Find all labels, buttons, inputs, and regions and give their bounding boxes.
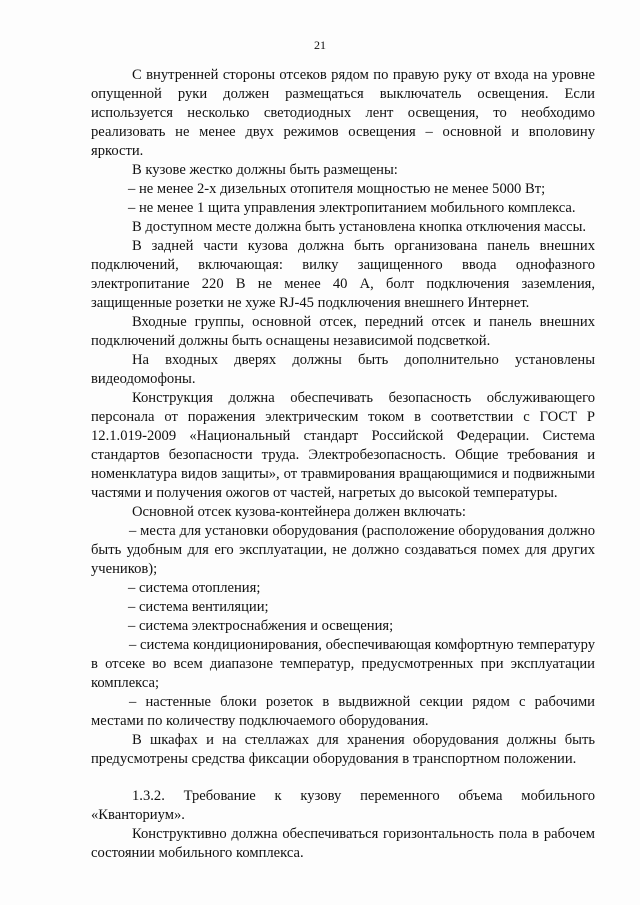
list-item-heating: – система отопления; [128,580,261,596]
list-item-equipment-places: – места для установки оборудования (расположение оборудования должно быть удобным для его эксплуатации, не должно создаваться помех для других учеников); [91,523,595,577]
list-item-ventilation: – система вентиляции; [128,599,269,615]
list-item-air-conditioning: – система кондиционирования, обеспечивающая комфортную температуру в отсеке во всем диапазоне температур, предусмотренных при эксплуатации комплекса; [91,637,595,691]
paragraph-lighting-switch: С внутренней стороны отсеков рядом по правую руку от входа на уровне опущенной руки должен размещаться выключатель освещения. Если используется несколько светодиодных лент освещения, то необходимо реализовать не менее двух режимов освещения – основной и вполовину яркости. [91,67,595,159]
paragraph-main-compartment: Основной отсек кузова-контейнера должен включать: [132,504,466,520]
page-number: 21 [314,38,326,52]
list-item-power-panel: – не менее 1 щита управления электропитанием мобильного комплекса. [128,200,576,216]
paragraph-intercom: На входных дверях должны быть дополнительно установлены видеодомофоны. [91,352,595,387]
paragraph-floor-level: Конструктивно должна обеспечиваться горизонтальность пола в рабочем состоянии мобильного комплекса. [91,826,595,861]
document-body [91,66,595,863]
list-item-socket-blocks: – настенные блоки розеток в выдвижной секции рядом с рабочими местами по количеству подключаемого оборудования. [91,694,595,729]
paragraph-electrical-safety: Конструкция должна обеспечивать безопасность обслуживающего персонала от поражения электрическим током в соответствии с ГОСТ Р 12.1.019-2009 «Национальный стандарт Российской Федерации. Система стандартов безопасности труда. Электробезопасность. Общие требования и номенклатура видов защиты», от травмирования вращающимися и подвижными частями и получения ожогов от частей, нагретых до высокой температуры. [91,390,595,501]
paragraph-backlight: Входные группы, основной отсек, передний отсек и панель внешних подключений должны быть оснащены независимой подсветкой. [91,314,595,349]
paragraph-external-panel: В задней части кузова должна быть организована панель внешних подключений, включающая: вилку защищенного ввода однофазного электропитание 220 В не менее 40 А, болт подключения заземления, защищенные розетки не хуже RJ-45 подключения внешнего Интернет. [91,238,595,311]
list-item-power-lighting: – система электроснабжения и освещения; [128,618,394,634]
section-heading-1-3-2: 1.3.2. Требование к кузову переменного объема мобильного «Кванториум». [91,788,595,823]
section-gap [91,769,595,787]
paragraph-storage-fixation: В шкафах и на стеллажах для хранения оборудования должны быть предусмотрены средства фиксации оборудования в транспортном положении. [91,732,595,767]
paragraph-fixed-equipment: В кузове жестко должны быть размещены: [132,162,398,178]
list-item-heaters: – не менее 2-х дизельных отопителя мощностью не менее 5000 Вт; [128,181,546,197]
paragraph-mass-button: В доступном месте должна быть установлена кнопка отключения массы. [132,219,587,235]
